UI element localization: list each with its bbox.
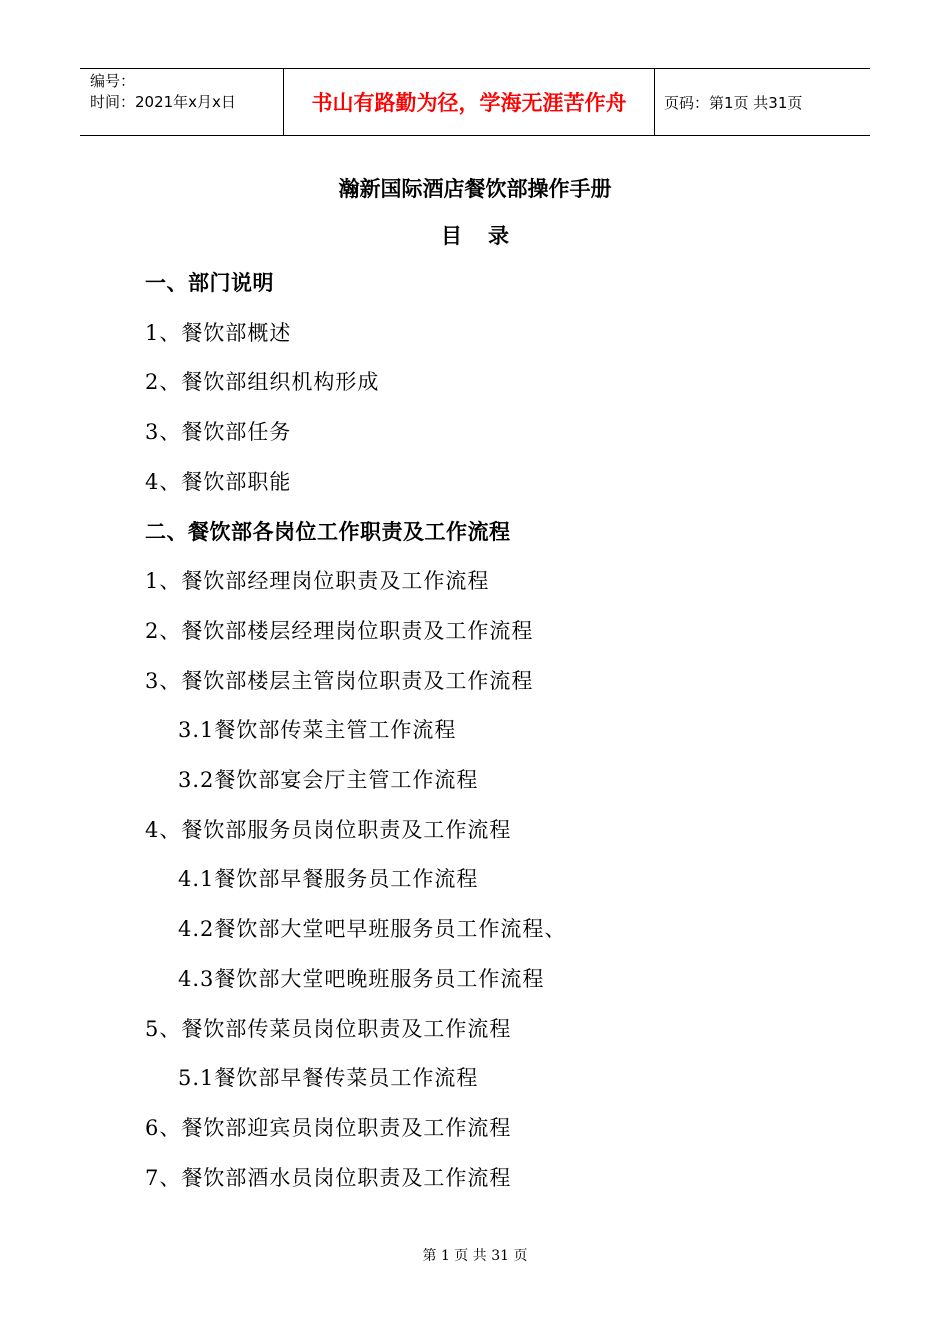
toc-entry: 2、餐饮部组织机构形成 [145, 370, 380, 394]
page-footer: 第 1 页 共 31 页 [422, 1248, 528, 1264]
toc-entry: 4、餐饮部职能 [145, 470, 292, 494]
toc-entry: 4.3餐饮部大堂吧晚班服务员工作流程 [178, 967, 545, 991]
toc-entry: 3.1餐饮部传菜主管工作流程 [178, 718, 457, 742]
toc-entry: 5.1餐饮部早餐传菜员工作流程 [178, 1066, 479, 1090]
page-number-label: 页码：第1页 共31页 [664, 93, 803, 112]
header-info-cell [80, 69, 283, 135]
motto-text: 书山有路勤为径，学海无涯苦作舟 [311, 91, 627, 115]
toc-section-heading: 一、部门说明 [145, 270, 274, 295]
toc-entry: 3、餐饮部任务 [145, 420, 292, 444]
toc-entry: 6、餐饮部迎宾员岗位职责及工作流程 [145, 1116, 512, 1140]
toc-entry: 4.2餐饮部大堂吧早班服务员工作流程、 [178, 917, 567, 941]
toc-entry: 7、餐饮部酒水员岗位职责及工作流程 [145, 1166, 512, 1190]
header-table [80, 68, 870, 136]
toc-entry: 3.2餐饮部宴会厅主管工作流程 [178, 768, 479, 792]
toc-entry: 3、餐饮部楼层主管岗位职责及工作流程 [145, 669, 534, 693]
motto-cell [283, 69, 655, 135]
document-title: 瀚新国际酒店餐饮部操作手册 [338, 176, 612, 201]
number-label: 编号： [90, 72, 136, 90]
toc-entry: 1、餐饮部经理岗位职责及工作流程 [145, 569, 490, 593]
page-number-cell [655, 69, 870, 135]
toc-entry: 4.1餐饮部早餐服务员工作流程 [178, 867, 479, 891]
toc-entry: 1、餐饮部概述 [145, 321, 292, 345]
toc-section-heading: 二、餐饮部各岗位工作职责及工作流程 [145, 519, 511, 544]
toc-entry: 4、餐饮部服务员岗位职责及工作流程 [145, 818, 512, 842]
toc-title: 目录 [441, 223, 535, 248]
toc-entry: 5、餐饮部传菜员岗位职责及工作流程 [145, 1017, 512, 1041]
time-label: 时间：2021年x月x日 [90, 93, 236, 111]
toc-entry: 2、餐饮部楼层经理岗位职责及工作流程 [145, 619, 534, 643]
